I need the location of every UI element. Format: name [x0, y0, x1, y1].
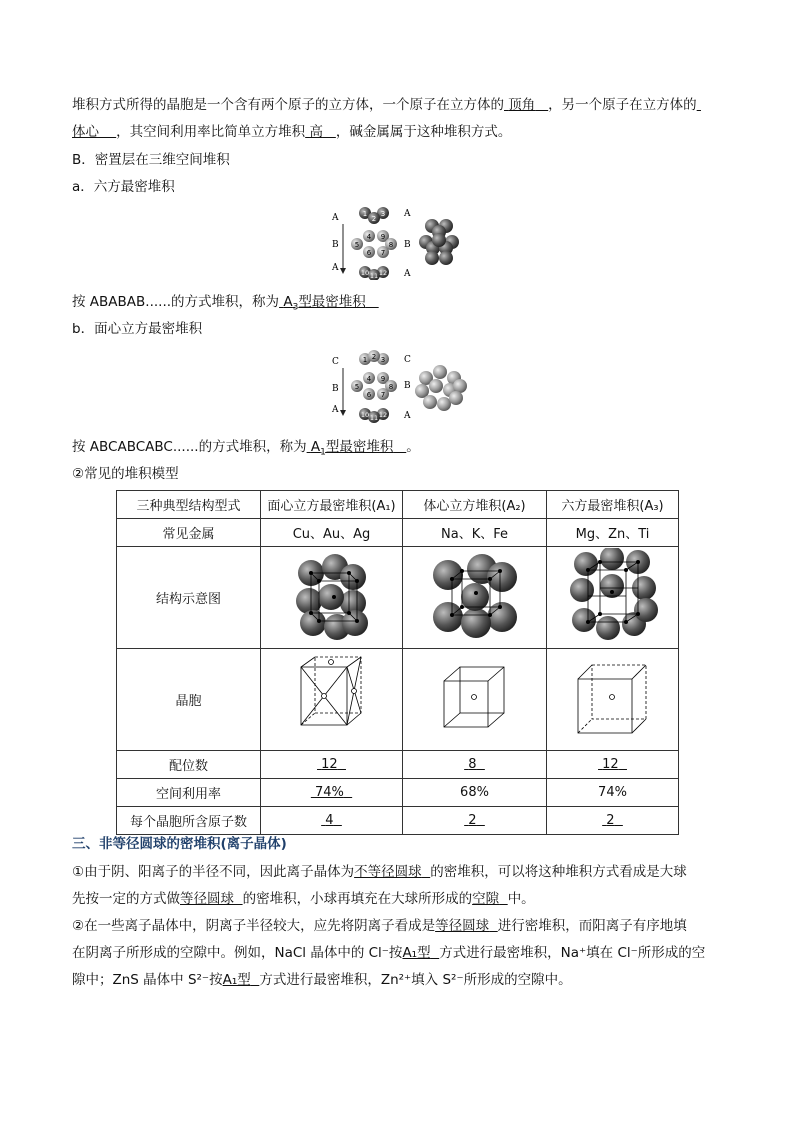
table-row-label: 空间利用率: [117, 779, 261, 807]
svg-text:2: 2: [371, 215, 377, 223]
table-row: [117, 807, 679, 835]
fig-a-right-3: A: [404, 269, 411, 279]
sub-b-title: b．面心立方最密堆积: [72, 321, 203, 337]
blank-body-center: 体心: [72, 124, 99, 140]
fig-a-left-1: A: [332, 213, 339, 223]
table-header: 面心立方最密堆积(A₁): [261, 491, 403, 519]
fig-b-right-2: B: [404, 381, 411, 391]
fig-b-right-1: C: [404, 355, 411, 365]
common-models-title: ②常见的堆积模型: [72, 466, 179, 482]
svg-text:12: 12: [378, 411, 388, 419]
svg-text:3: 3: [380, 356, 386, 364]
table-cell: Cu、Au、Ag: [261, 519, 403, 547]
sub-a-title: a．六方最密堆积: [72, 179, 175, 195]
svg-text:3: 3: [380, 210, 386, 218]
fig-a-right-2: B: [404, 240, 411, 250]
svg-text:6: 6: [366, 249, 372, 257]
svg-text:4: 4: [366, 375, 372, 383]
fcc-structure-cell: [261, 547, 403, 649]
blank-voids: 空隙: [472, 891, 500, 907]
hcp-structure-image: [568, 548, 658, 644]
table-cell: 4: [261, 807, 403, 835]
table-cell: 68%: [403, 779, 547, 807]
table-row: [117, 547, 679, 649]
fig-b-right-3: A: [404, 411, 411, 421]
table-header: 六方最密堆积(A₃): [547, 491, 679, 519]
table-row-label: 每个晶胞所含原子数: [117, 807, 261, 835]
p1-line-1: ①由于阴、阳离子的半径不同，因此离子晶体为不等径圆球 的密堆积，可以将这种堆积方式看成是大球: [72, 864, 687, 880]
blank-a3: $A_3$型最密堆积: [283, 294, 366, 313]
table-cell: Na、K、Fe: [403, 519, 547, 547]
svg-text:9: 9: [380, 375, 386, 383]
blank-vertex: 顶角: [508, 97, 536, 113]
svg-text:8: 8: [388, 383, 394, 391]
svg-text:12: 12: [378, 269, 388, 277]
fcc-stacking-figure: [326, 348, 470, 426]
table-cell: 12: [547, 751, 679, 779]
p2-line-1: ②在一些离子晶体中，阴离子半径较大，应先将阴离子看成是等径圆球 进行密堆积，而阳离子有序地填: [72, 918, 687, 934]
svg-text:7: 7: [380, 249, 386, 257]
svg-text:4: 4: [366, 233, 372, 241]
section-b-title: B．密置层在三维空间堆积: [72, 152, 230, 168]
blank-a1-zns: A₁型: [222, 972, 251, 988]
fig-a-mid-layer: [351, 230, 397, 258]
svg-text:9: 9: [380, 233, 386, 241]
fig-a-left-3: A: [332, 263, 339, 273]
fig-a-left-2: B: [332, 240, 339, 250]
intro-line-2: 体心 ，其空间利用率比简单立方堆积 高 ，碱金属属于这种堆积方式。: [72, 124, 512, 140]
svg-text:10: 10: [360, 411, 370, 419]
table-cell: 74%: [261, 779, 403, 807]
svg-text:7: 7: [380, 391, 386, 399]
svg-text:1: 1: [362, 210, 368, 218]
bcc-unit-cell: [403, 649, 547, 751]
table-cell: 2: [403, 807, 547, 835]
table-cell: 2: [547, 807, 679, 835]
line-b: 按 ABCABCABC......的方式堆积，称为 $A_1$型最密堆积 。: [72, 439, 420, 458]
table-row: [117, 519, 679, 547]
svg-text:1: 1: [362, 356, 368, 364]
p2-line-3: 隙中；ZnS 晶体中 S²⁻按A₁型 方式进行最密堆积，Zn²⁺填入 S²⁻所形成的空隙中。: [72, 972, 572, 988]
section-3-title: 三、非等径圆球的密堆积(离子晶体): [72, 836, 287, 852]
fig-b-left-2: B: [332, 384, 339, 394]
fig-a-top-layer: [359, 207, 389, 224]
fig-b-cluster: [415, 365, 467, 411]
svg-text:5: 5: [354, 383, 360, 391]
bcc-structure-cell: [403, 547, 547, 649]
svg-text:11: 11: [369, 414, 379, 422]
fig-b-bottom-layer: [359, 408, 389, 423]
line-a: 按 ABABAB......的方式堆积，称为 $A_3$型最密堆积: [72, 292, 379, 318]
fig-a-bottom-layer: [359, 266, 389, 280]
table-cell: 74%: [547, 779, 679, 807]
hcp-unit-cell-image: [568, 653, 658, 743]
table-row-label: 常见金属: [117, 519, 261, 547]
fig-b-top-layer: [359, 350, 389, 365]
blank-equal-spheres: 等径圆球: [180, 891, 234, 907]
svg-text:6: 6: [366, 391, 372, 399]
blank-a1: $A_1$型最密堆积: [310, 439, 394, 458]
table-row-label: 结构示意图: [117, 547, 261, 649]
table-row: [117, 649, 679, 751]
table-header: 体心立方堆积(A₂): [403, 491, 547, 519]
fcc-unit-cell-image: [297, 653, 367, 743]
intro-line-1: 堆积方式所得的晶胞是一个含有两个原子的立方体，一个原子在立方体的 顶角 ，另一个原子在立方体的: [72, 97, 697, 113]
blank-high: 高: [309, 124, 323, 140]
packing-models-table: [116, 490, 679, 835]
bcc-unit-cell-image: [430, 653, 520, 743]
table-cell: 12: [261, 751, 403, 779]
hcp-structure-cell: [547, 547, 679, 649]
fig-b-left-3: A: [332, 405, 339, 415]
svg-text:11: 11: [369, 272, 379, 280]
svg-text:10: 10: [360, 269, 370, 277]
p1-line-2: 先按一定的方式做等径圆球 的密堆积，小球再填充在大球所形成的空隙 中。: [72, 891, 535, 907]
fig-a-cluster: [419, 219, 459, 265]
table-row: [117, 779, 679, 807]
hcp-unit-cell: [547, 649, 679, 751]
fig-b-mid-layer: [351, 372, 397, 400]
fcc-unit-cell: [261, 649, 403, 751]
blank-a1-nacl: A₁型: [402, 945, 431, 961]
table-cell: Mg、Zn、Ti: [547, 519, 679, 547]
fig-a-right-1: A: [404, 209, 411, 219]
table-header: 三种典型结构型式: [117, 491, 261, 519]
blank-unequal-spheres: 不等径圆球: [354, 864, 422, 880]
svg-text:8: 8: [388, 241, 394, 249]
fig-b-left-1: C: [332, 357, 339, 367]
hcp-stacking-figure: [326, 202, 470, 280]
blank-equal-spheres-2: 等径圆球: [435, 918, 490, 934]
table-header-row: [117, 491, 679, 519]
bcc-structure-image: [430, 551, 520, 641]
fcc-structure-image: [287, 551, 377, 641]
p2-line-2: 在阴离子所形成的空隙中。例如，NaCl 晶体中的 Cl⁻按A₁型 方式进行最密堆积，Na⁺填在 Cl⁻所形成的空: [72, 945, 706, 961]
table-row: [117, 751, 679, 779]
table-cell: 8: [403, 751, 547, 779]
table-row-label: 晶胞: [117, 649, 261, 751]
svg-text:2: 2: [371, 353, 377, 361]
svg-text:5: 5: [354, 241, 360, 249]
table-row-label: 配位数: [117, 751, 261, 779]
